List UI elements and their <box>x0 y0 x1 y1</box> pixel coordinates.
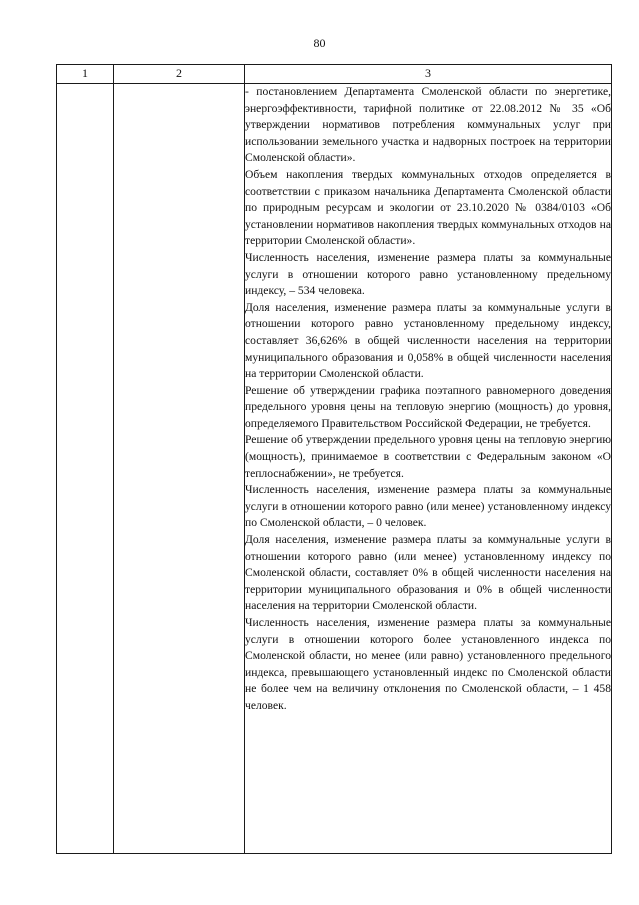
body-cell-col-3 <box>245 84 612 854</box>
paragraph-heat-price-limit: Решение об утверждении предельного уровня цены на тепловую энергию (мощность), принимаемое в соответствии с Федеральным законом «О теплоснабжении», не требуется. <box>245 433 611 480</box>
paragraph-heat-price-schedule: Решение об утверждении графика поэтапного равномерного доведения предельного уровня цены на тепловую энергию (мощность) до уровня, определяемого Правительством Российской Федерации, не требуется. <box>245 383 611 430</box>
header-col-3: 3 <box>245 65 612 84</box>
table-body-row <box>57 84 612 854</box>
table-header-row <box>57 65 612 84</box>
paragraph-population-above-index: Численность населения, изменение размера платы за коммунальные услуги в отношении которого более установленного индекса по Смоленской области, но менее (или равно) установленного предельного индекса, превышающего установленный индекс по Смоленской области не более чем на величину отклонения по Смоленской области, – 1 458 человек. <box>245 616 611 712</box>
paragraph-share-equal-or-less-index: Доля населения, изменение размера платы за коммунальные услуги в отношении которого равно (или менее) установленному индексу по Смоленской области, составляет 0% в общей численности населения на территории муниципального образования и 0% в общей численности населения на территории Смоленской области. <box>245 533 611 613</box>
paragraph-waste-volume: Объем накопления твердых коммунальных отходов определяется в соответствии с приказом начальника Департамента Смоленской области по природным ресурсам и экологии от 23.10.2020 № 0384/0103 «Об установлении нормативов накопления твердых коммунальных отходов на территории Смоленской области». <box>245 167 611 248</box>
paragraph-share-equal-limit: Доля населения, изменение размера платы за коммунальные услуги в отношении которого равно установленному предельному индексу, составляет 36,626% в общей численности населения на территории муниципального образования и 0,058% в общей численности населения на территории Смоленской области. <box>245 300 611 381</box>
header-col-1: 1 <box>57 65 114 84</box>
paragraph-population-equal-limit: Численность населения, изменение размера платы за коммунальные услуги в отношении которого равно установленному предельному индексу, – 534 человека. <box>245 250 611 298</box>
paragraph-resolution-standards: - постановлением Департамента Смоленской области по энергетике, энергоэффективности, тарифной политике от 22.08.2012 № 35 «Об утверждении нормативов потребления коммунальных услуг при использовании земельного участка и надворных построек на территории Смоленской области». <box>245 85 611 165</box>
paragraph-population-equal-or-less-index: Численность населения, изменение размера платы за коммунальные услуги в отношении которого равно (или менее) установленному индексу по Смоленской области, – 0 человек. <box>245 483 611 530</box>
body-cell-col-2 <box>114 84 245 854</box>
page-number: 80 <box>313 36 326 50</box>
body-cell-col-1 <box>57 84 114 854</box>
header-col-2: 2 <box>114 65 245 84</box>
document-table <box>56 64 612 854</box>
